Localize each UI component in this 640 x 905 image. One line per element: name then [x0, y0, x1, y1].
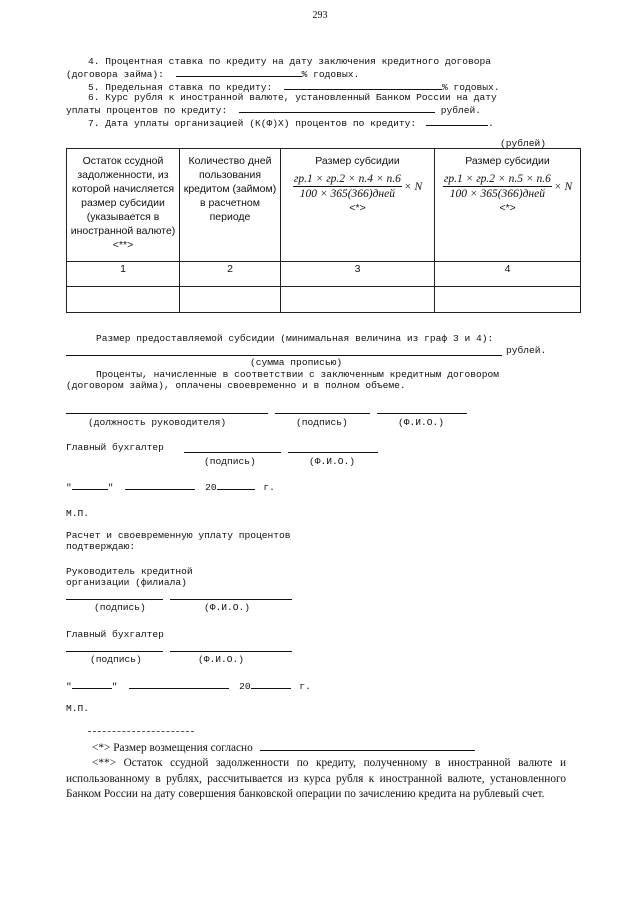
subsidy-size-suffix: рублей.	[506, 345, 547, 356]
formula-4-multiplier: × N	[553, 181, 573, 193]
formula-3-multiplier: × N	[403, 181, 423, 193]
entry-cell-4[interactable]	[435, 287, 581, 313]
chief-accountant-signature-label-2: (подпись)	[90, 654, 142, 665]
date-line-1	[66, 480, 275, 493]
bank-head-line1: Руководитель кредитной	[66, 566, 193, 577]
formula-col-4	[435, 172, 580, 202]
date-line-2	[66, 679, 311, 692]
header-subsidy-3-text: Размер субсидии	[315, 155, 400, 167]
column-number-3: 3	[281, 262, 435, 287]
item-4-prefix: (договора займа):	[66, 69, 164, 80]
item-7-prefix: 7. Дата уплаты организацией (К(Ф)Х) процентов по кредиту:	[88, 118, 417, 129]
date-1-quote-close: "	[107, 482, 114, 493]
item-6-prefix: уплаты процентов по кредиту:	[66, 105, 228, 116]
sum-in-words-label: (сумма прописью)	[250, 357, 343, 368]
column-number-2: 2	[180, 262, 281, 287]
formula-4-numerator: гр.1 × гр.2 × п.5 × п.6	[443, 173, 551, 185]
fraction-col-4	[443, 172, 552, 202]
date-1-year-prefix: 20	[205, 482, 217, 493]
formula-3-numerator: гр.1 × гр.2 × п.4 × п.6	[293, 173, 401, 185]
stamp-1: М.П.	[66, 508, 90, 519]
data-entry-row	[67, 287, 581, 313]
footnote-1-blank[interactable]	[260, 740, 475, 751]
footnote-1	[66, 740, 566, 757]
chief-accountant-title-1: Главный бухгалтер	[66, 442, 164, 453]
header-cell-subsidy-3	[281, 149, 435, 262]
item-5-suffix: % годовых.	[442, 82, 500, 93]
interest-paid-line2: (договором займа), оплачены своевременно и в полном объеме.	[66, 380, 406, 391]
chief-accountant-signature-blank-2[interactable]	[66, 651, 163, 652]
chief-accountant-name-blank-2[interactable]	[170, 651, 292, 652]
formula-4-note: <*>	[499, 202, 516, 214]
bank-head-line2: организации (филиала)	[66, 577, 187, 588]
date-2-year-suffix: г.	[299, 681, 311, 692]
interest-rate-blank[interactable]	[176, 67, 302, 77]
header-cell-balance	[67, 149, 180, 262]
formula-col-3	[281, 172, 434, 202]
date-2-quote-open: "	[66, 681, 72, 692]
item-5-prefix: 5. Предельная ставка по кредиту:	[88, 82, 273, 93]
signature-blank-1[interactable]	[275, 413, 370, 414]
chief-accountant-signature-label-1: (подпись)	[204, 456, 256, 467]
exchange-rate-blank[interactable]	[239, 103, 435, 113]
entry-cell-2[interactable]	[180, 287, 281, 313]
interest-paid-line1: Проценты, начисленные в соответствии с заключенным кредитным договором	[96, 369, 500, 380]
date-2-month-blank[interactable]	[129, 679, 229, 689]
stamp-2: М.П.	[66, 703, 90, 714]
fraction-col-3	[293, 172, 402, 202]
item-7-suffix: .	[487, 118, 494, 129]
item-4-line2	[66, 67, 359, 80]
position-blank[interactable]	[66, 413, 268, 414]
confirm-line2: подтверждаю:	[66, 541, 136, 552]
header-cell-subsidy-4	[435, 149, 581, 262]
date-2-day-blank[interactable]	[72, 679, 112, 689]
item-7-line	[88, 116, 494, 129]
chief-accountant-name-blank-1[interactable]	[288, 452, 378, 453]
chief-accountant-title-2: Главный бухгалтер	[66, 629, 164, 640]
name-blank-1[interactable]	[377, 413, 467, 414]
footnote-2: <**> Остаток ссудной задолженности по кредиту, полученному в иностранной валюте и использованному в рублях, рассчитывается из курса рубля к иностранной валюте, установленного Банком России на дату совершения банковской операции по зачислению кредита на рублевый счет.	[66, 757, 566, 800]
footnote-separator	[88, 731, 194, 732]
date-1-year-blank[interactable]	[217, 480, 255, 490]
date-2-year-blank[interactable]	[251, 679, 291, 689]
column-number-4: 4	[435, 262, 581, 287]
date-1-month-blank[interactable]	[125, 480, 195, 490]
header-days-text: Количество дней пользования кредитом (займом) в расчетном периоде	[183, 155, 277, 223]
formula-3-denominator: 100 × 365(366)дней	[299, 188, 395, 200]
bank-head-signature-blank[interactable]	[66, 599, 163, 600]
entry-cell-3[interactable]	[281, 287, 435, 313]
item-6-suffix: рублей.	[440, 105, 482, 116]
subsidy-size-line: Размер предоставляемой субсидии (минимальная величина из граф 3 и 4):	[96, 333, 494, 344]
chief-accountant-name-label-2: (Ф.И.О.)	[198, 654, 245, 665]
entry-cell-1[interactable]	[67, 287, 180, 313]
signature-label-1: (подпись)	[296, 417, 348, 428]
position-label: (должность руководителя)	[88, 417, 227, 428]
item-6-line2	[66, 103, 481, 116]
formula-3-note: <*>	[349, 202, 366, 214]
chief-accountant-signature-blank-1[interactable]	[184, 452, 281, 453]
date-1-year-suffix: г.	[263, 482, 275, 493]
max-rate-blank[interactable]	[284, 80, 442, 90]
page-number: 293	[312, 10, 328, 21]
confirm-line1: Расчет и своевременную уплату процентов	[66, 530, 291, 541]
date-1-quote-open: "	[66, 482, 72, 493]
formula-4-denominator: 100 × 365(366)дней	[449, 188, 545, 200]
column-number-row	[67, 262, 581, 287]
chief-accountant-name-label-1: (Ф.И.О.)	[309, 456, 356, 467]
item-6-line1: 6. Курс рубля к иностранной валюте, установленный Банком России на дату	[88, 92, 497, 103]
header-balance-text: Остаток ссудной задолженности, из которой начисляется размер субсидии (указывается в иностранной валюте) <**>	[70, 155, 176, 251]
units-label: (рублей)	[500, 138, 547, 149]
name-label-1: (Ф.И.О.)	[398, 417, 445, 428]
subsidy-table	[66, 148, 581, 313]
bank-head-name-label: (Ф.И.О.)	[204, 602, 251, 613]
bank-head-name-blank[interactable]	[170, 599, 292, 600]
bank-head-signature-label: (подпись)	[94, 602, 146, 613]
date-1-day-blank[interactable]	[72, 480, 108, 490]
date-2-quote-close: "	[111, 681, 118, 692]
payment-date-blank[interactable]	[426, 116, 488, 126]
header-subsidy-4-text: Размер субсидии	[465, 155, 550, 167]
item-4-suffix: % годовых.	[301, 69, 360, 80]
date-2-year-prefix: 20	[239, 681, 251, 692]
subsidy-amount-blank[interactable]	[66, 355, 502, 356]
header-cell-days	[180, 149, 281, 262]
column-number-1: 1	[67, 262, 180, 287]
item-4-line1: 4. Процентная ставка по кредиту на дату заключения кредитного договора	[88, 56, 492, 67]
footnote-1-text: <*> Размер возмещения согласно	[92, 742, 253, 754]
